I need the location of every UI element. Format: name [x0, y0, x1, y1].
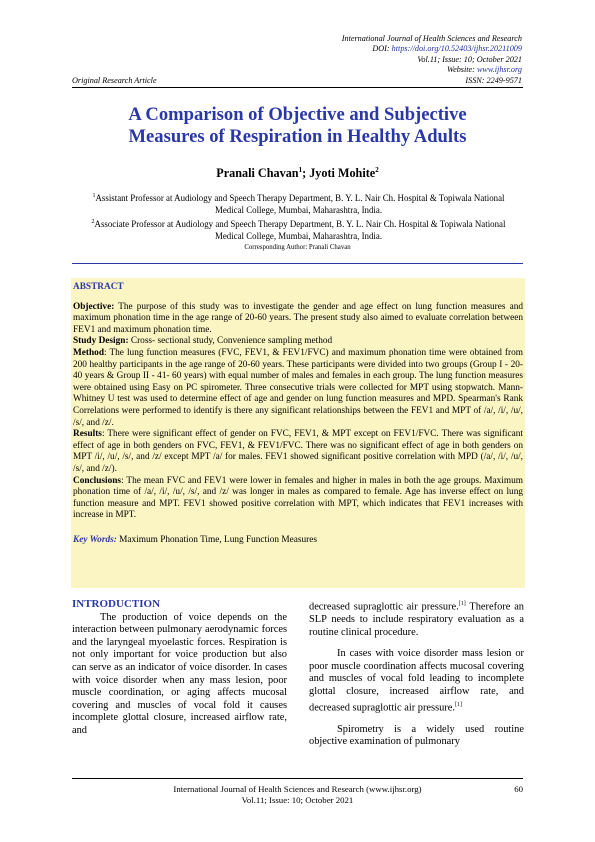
affiliation-1-sup: 1 — [92, 193, 96, 199]
conclusions-text: : The mean FVC and FEV1 were lower in females and higher in males in both the age groups. Maximum phonation time of /a/, /i/, /u/, /s/, and /z/ was longer in males as compared to female. Age has inverse effect on lung function measure and MPT. FEV1 showed positive correlation with MPT, which indicates that FEV1 increases with increase in MPT. — [73, 475, 523, 521]
doi-line — [342, 44, 522, 54]
abstract-box — [71, 278, 525, 588]
intro-paragraph-1-cont — [309, 598, 524, 639]
footer-divider — [72, 778, 523, 779]
page-footer — [0, 784, 595, 806]
body-column-left — [72, 598, 287, 738]
footer-journal: International Journal of Health Sciences and Research (www.ijhsr.org) — [173, 784, 422, 794]
paper-title — [60, 104, 535, 148]
abstract-method — [73, 348, 523, 429]
author-list — [0, 166, 595, 181]
affiliation-1-text: Assistant Professor at Audiology and Speech Therapy Department, B. Y. L. Nair Ch. Hospital & Topiwala National Medical College, Mumbai, Maharashtra, India. — [95, 192, 505, 215]
results-label: Results — [73, 429, 102, 440]
affiliation-1 — [80, 191, 517, 216]
volume-issue: Vol.11; Issue: 10; October 2021 — [417, 54, 522, 64]
intro-paragraph-3: Spirometry is a widely used routine objective examination of pulmonary — [309, 723, 524, 748]
design-text: Cross- sectional study, Convenience sampling method — [128, 336, 333, 347]
keywords-text: Maximum Phonation Time, Lung Function Measures — [116, 534, 317, 545]
para-cont-text-2: Therefore an SLP needs to include respiratory evaluation as a routine clinical procedure. — [309, 601, 524, 638]
intro-paragraph-2 — [309, 648, 524, 714]
affiliation-2-text: Associate Professor at Audiology and Speech Therapy Department, B. Y. L. Nair Ch. Hospital & Topiwala National Medical College, Mumbai, Maharashtra, India. — [94, 219, 506, 241]
citation-2: [1] — [454, 701, 462, 708]
article-type: Original Research Article — [72, 76, 157, 85]
author-2-sup: 2 — [375, 166, 379, 174]
title-divider — [72, 263, 523, 264]
affiliation-2-sup: 2 — [91, 219, 95, 226]
results-text: : There were significant effect of gender on FVC, FEV1, & MPT except on FEV1/FVC. There was significant effect of age in both genders on FVC, FEV1, & FEV1/FVC. There was no significant effect of age in both genders on MPT /i/, /u/, /s/, and /z/ except MPT /a/ for males. FEV1 showed significant positive correlation with MPD (/a/, /i/, /u/, /s/, and /z/). — [73, 429, 523, 474]
website-line — [342, 65, 522, 75]
abstract-conclusions — [73, 476, 523, 522]
title-line-2: Measures of Respiration in Healthy Adults — [128, 126, 467, 147]
body-column-right — [309, 598, 524, 749]
introduction-heading: INTRODUCTION — [72, 598, 161, 610]
author-1-sup: 1 — [298, 166, 303, 174]
doi-link[interactable]: https://doi.org/10.52403/ijhsr.20211009 — [391, 44, 522, 54]
header-divider — [72, 87, 523, 88]
corresponding-author: Corresponding Author: Pranali Chavan — [244, 244, 351, 251]
citation-1: [1] — [458, 601, 466, 607]
method-label: Method — [73, 347, 104, 358]
author-2: Jyoti Mohite — [309, 166, 376, 181]
para-2-text: In cases with voice disorder mass lesion or poor muscle coordination affects mucosal covering and muscles of vocal fold leading to incomplete glottal closure, increased airflow rate, and decreased supraglottic air pressure. — [309, 648, 524, 714]
website-link[interactable]: www.ijhsr.org — [476, 65, 522, 75]
abstract-objective — [73, 302, 523, 337]
affiliations — [80, 191, 517, 243]
objective-text: The purpose of this study was to investigate the gender and age effect on lung function measures and maximum phonation time in the age range of 20-60 years. The present study also aimed to evaluate correlation between FEV1 and maximum phonation time. — [73, 301, 523, 335]
intro-paragraph-1: The production of voice depends on the interaction between pulmonary aerodynamic forces and the laryngeal myoelastic forces. Respiration is not only important for voice production but also can serve as an indicator of voice disorder. In cases with voice disorder when any mass lesion, poor muscle coordination, or aging affects mucosal covering and muscles of vocal fold it causes incomplete glottal closure, increased airflow rate, and — [72, 611, 287, 736]
objective-label: Objective: — [73, 301, 115, 312]
issn: ISSN: 2249-9571 — [465, 76, 522, 85]
para-cont-text: decreased supraglottic air pressure. — [309, 601, 459, 613]
footer-volume: Vol.11; Issue: 10; October 2021 — [241, 795, 354, 805]
design-label: Study Design: — [73, 336, 129, 347]
author-separator: ; — [302, 166, 310, 181]
affiliation-2 — [80, 217, 517, 242]
abstract-heading: ABSTRACT — [73, 282, 124, 292]
page-number: 60 — [514, 784, 523, 794]
keywords-label: Key Words: — [73, 534, 117, 545]
conclusions-label: Conclusions — [73, 475, 122, 486]
doi-prefix: DOI: — [372, 44, 390, 54]
journal-header — [342, 34, 522, 76]
website-prefix: Website: — [447, 65, 475, 75]
abstract-results — [73, 429, 523, 475]
abstract-design — [73, 336, 523, 348]
method-text: : The lung function measures (FVC, FEV1, & FEV1/FVC) and maximum phonation time were obtained from 200 healthy participants in the age range of 20-60 years. These participants were divided into two groups (Group I - 20- 40 years & Group II - 41- 60 years) with equal number of males and females in each group. The lung function measures were obtained using Easy on PC spirometer. Three consecutive trials were collected for MPT using stopwatch. Mann- Whitney U test was used to determine effect of age and gender on lung function measures and MPD. Spearman's Rank Correlations were performed to identify is there any significant relationships between the FEV1 and MPT of /a/, /i/, /u/, /s/, and /z/. — [73, 347, 523, 428]
title-line-1: A Comparison of Objective and Subjective — [128, 104, 467, 125]
journal-name: International Journal of Health Sciences and Research — [341, 34, 522, 43]
author-1: Pranali Chavan — [216, 166, 299, 181]
keywords — [73, 535, 523, 547]
